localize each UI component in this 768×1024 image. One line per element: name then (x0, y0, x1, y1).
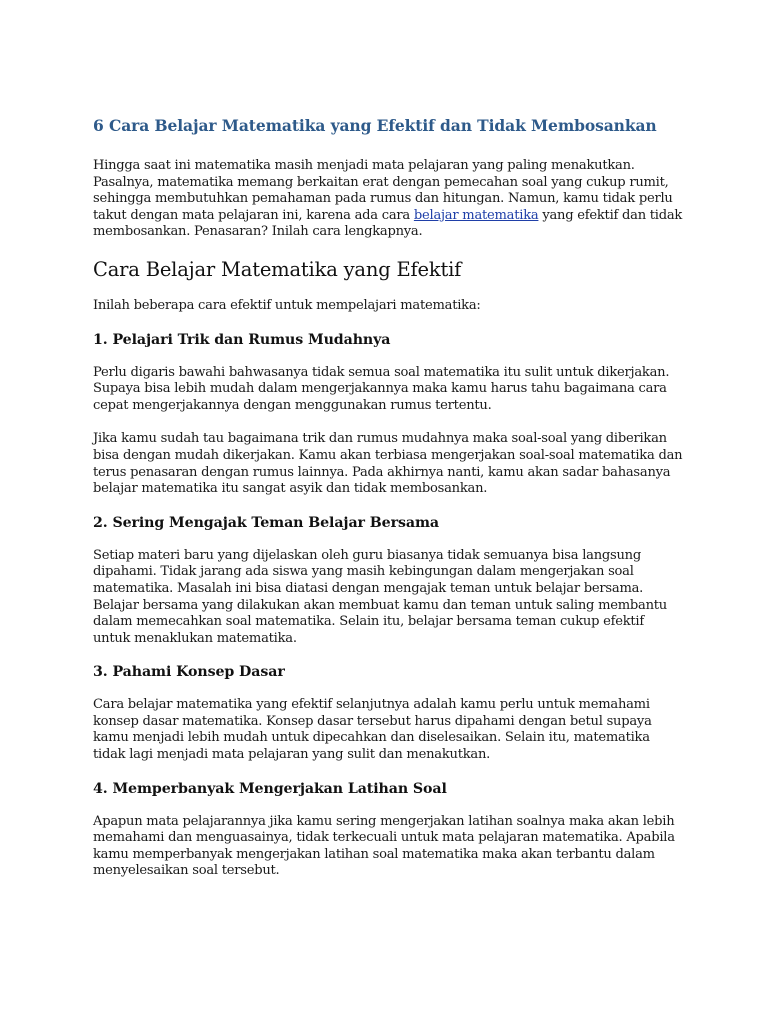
intro-paragraph (93, 158, 683, 241)
tip-3-paragraph-1: Cara belajar matematika yang efektif selanjutnya adalah kamu perlu untuk memahami konsep dasar matematika. Konsep dasar tersebut harus dipahami dengan betul supaya kamu menjadi lebih mudah untuk dipecahkan dan diselesaikan. Selain itu, matematika tidak lagi menjadi mata pelajaran yang sulit dan menakutkan. (93, 697, 652, 763)
section-heading: Cara Belajar Matematika yang Efektif (93, 257, 462, 281)
intro-text-after-link: yang efektif dan tidak membosankan. Penasaran? Inilah cara lengkapnya. (93, 207, 683, 240)
tip-1-paragraph-1: Perlu digaris bawahi bahwasanya tidak semua soal matematika itu sulit untuk dikerjakan. Supaya bisa lebih mudah dalam mengerjakannya maka kamu harus tahu bagaimana cara cepat mengerjakannya dengan menggunakan rumus tertentu. (93, 364, 670, 413)
tip-4-heading: 4. Memperbanyak Mengerjakan Latihan Soal (93, 780, 447, 797)
tip-1-paragraph-2: Jika kamu sudah tau bagaimana trik dan rumus mudahnya maka soal-soal yang diberikan bisa dengan mudah dikerjakan. Kamu akan terbiasa mengerjakan soal-soal matematika dan terus penasaran dengan rumus lainnya. Pada akhirnya nanti, kamu akan sadar bahasanya belajar matematika itu sangat asyik dan tidak membosankan. (93, 431, 683, 497)
document-title: 6 Cara Belajar Matematika yang Efektif dan Tidak Membosankan (93, 116, 657, 135)
tip-1-heading: 1. Pelajari Trik dan Rumus Mudahnya (93, 331, 391, 348)
tip-3-heading: 3. Pahami Konsep Dasar (93, 664, 285, 681)
belajar-matematika-link[interactable]: belajar matematika (413, 207, 539, 223)
intro-text-before-link: Hingga saat ini matematika masih menjadi mata pelajaran yang paling menakutkan. Pasalnya, matematika memang berkaitan erat dengan pemecahan soal yang cukup rumit, sehingga membutuhkan pemahaman pada rumus dan hitungan. Namun, kamu tidak perlu takut dengan mata pelajaran ini, karena ada cara (93, 158, 673, 223)
tip-2-paragraph-1: Setiap materi baru yang dijelaskan oleh guru biasanya tidak semuanya bisa langsung dipahami. Tidak jarang ada siswa yang masih kebingungan dalam mengerjakan soal matematika. Masalah ini bisa diatasi dengan mengajak teman untuk belajar bersama. Belajar bersama yang dilakukan akan membuat kamu dan teman untuk saling membantu dalam memecahkan soal matematika. Selain itu, belajar bersama teman cukup efektif untuk menaklukan matematika. (93, 547, 667, 646)
section-intro: Inilah beberapa cara efektif untuk mempelajari matematika: (93, 297, 481, 313)
tip-4-paragraph-1: Apapun mata pelajarannya jika kamu sering mengerjakan latihan soalnya maka akan lebih memahami dan menguasainya, tidak terkecuali untuk mata pelajaran matematika. Apabila kamu memperbanyak mengerjakan latihan soal matematika maka akan terbantu dalam menyelesaikan soal tersebut. (93, 813, 675, 879)
document-page (93, 116, 683, 897)
tip-2-heading: 2. Sering Mengajak Teman Belajar Bersama (93, 514, 439, 531)
